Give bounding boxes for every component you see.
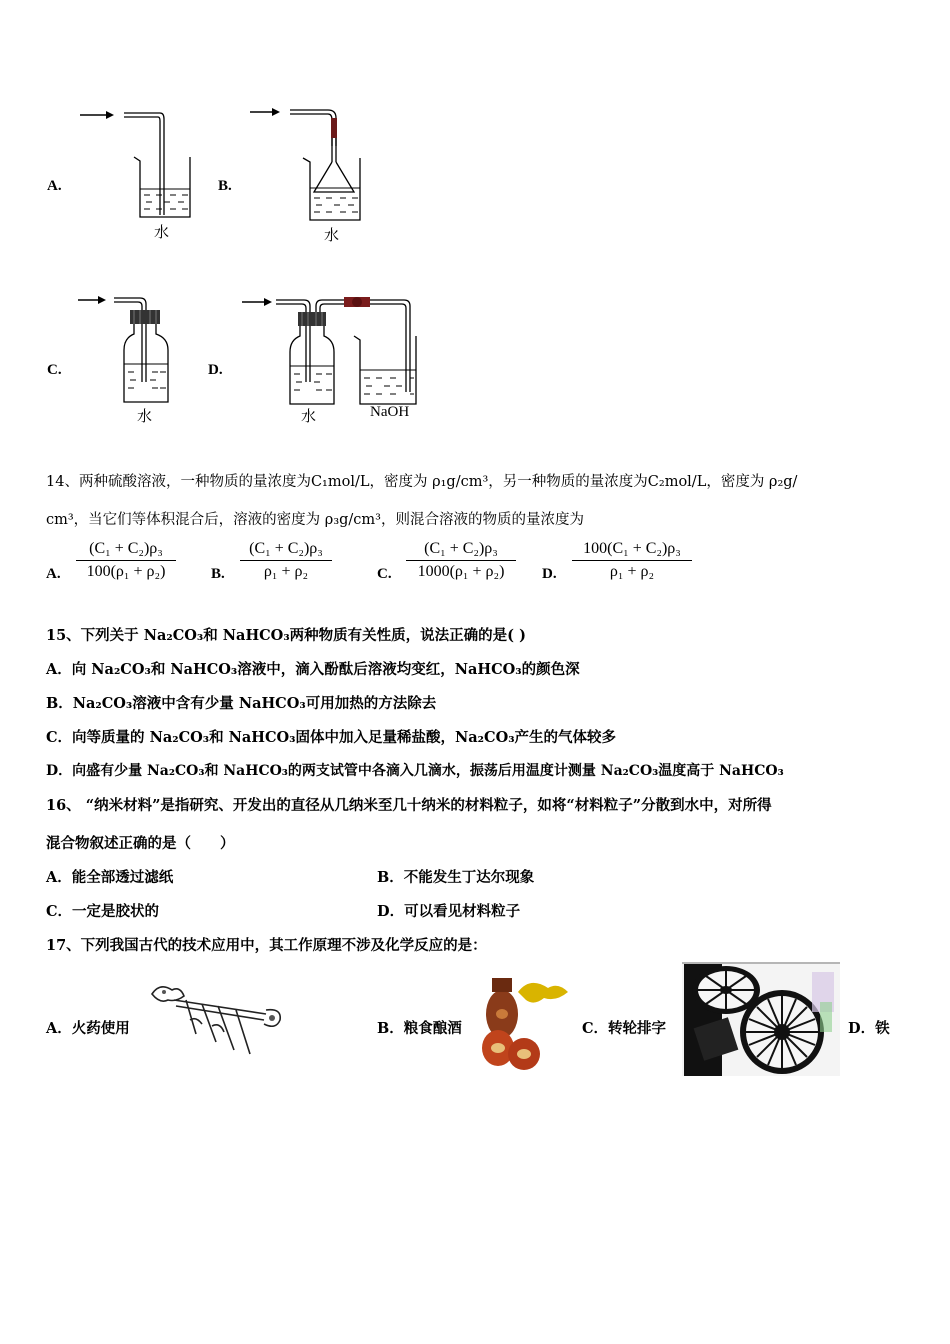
q13-apparatus-b (248, 100, 378, 240)
q14-option-a-fraction (76, 539, 176, 582)
q14-option-d-fraction (572, 539, 692, 582)
q14-option-d-label: D. (542, 566, 557, 582)
q15-option-c: C．向等质量的 Na₂CO₃和 NaHCO₃固体中加入足量稀盐酸，Na₂CO₃产生的气体较多 (46, 729, 617, 746)
q17-option-d: D．铁 (848, 1020, 890, 1037)
q16-option-b: B．不能发生丁达尔现象 (377, 869, 535, 886)
q13-caption-d-water: 水 (301, 407, 317, 425)
q17-option-c: C．转轮排字 (582, 1020, 667, 1037)
q13-caption-b: 水 (324, 226, 340, 244)
q13-option-c-label: C. (47, 362, 62, 378)
q13-option-b-label: B. (218, 178, 232, 194)
q14-stem-line2: cm³，当它们等体积混合后，溶液的密度为 ρ₃g/cm³，则混合溶液的物质的量浓度为 (46, 512, 584, 528)
q15-stem: 15、下列关于 Na₂CO₃和 NaHCO₃两种物质有关性质，说法正确的是( ) (46, 627, 526, 644)
q13-apparatus-c (76, 292, 186, 412)
q13-apparatus-a (78, 105, 198, 245)
q16-stem-line2: 混合物叙述正确的是（ ） (46, 835, 235, 852)
q13-option-d-label: D. (208, 362, 223, 378)
q14-option-c-label: C. (377, 566, 392, 582)
q16-stem-line1: 16、 “纳米材料”是指研究、开发出的直径从几纳米至几十纳米的材料粒子，如将“材料粒子”分散到水中，对所得 (46, 797, 772, 814)
q16-option-d: D．可以看见材料粒子 (377, 903, 521, 920)
q14-option-c-numerator: (C₁ + C₂)ρ₃ (424, 540, 498, 557)
q13-caption-a: 水 (154, 223, 170, 241)
q17-stem: 17、下列我国古代的技术应用中，其工作原理不涉及化学反应的是： (46, 937, 487, 954)
q15-option-d: D．向盛有少量 Na₂CO₃和 NaHCO₃的两支试管中各滴入几滴水，振荡后用温度计测量 Na₂CO₃温度高于 NaHCO₃ (46, 763, 784, 779)
rotary-type-wheel-image (682, 962, 840, 1076)
q14-stem-line1: 14、两种硫酸溶液，一种物质的量浓度为C₁mol/L，密度为 ρ₁g/cm³，另一种物质的量浓度为C₂mol/L，密度为 ρ₂g/ (46, 474, 798, 490)
q14-option-d-denominator: ρ₁ + ρ₂ (609, 563, 655, 580)
q13-option-a-label: A. (47, 178, 62, 194)
q14-option-d-numerator: 100(C₁ + C₂)ρ₃ (583, 540, 681, 557)
q14-option-c-denominator: 1000(ρ₁ + ρ₂) (417, 563, 505, 580)
wine-jars-image (478, 972, 573, 1070)
q14-option-a-label: A. (46, 566, 61, 582)
q13-caption-c: 水 (137, 407, 153, 425)
q17-option-b: B．粮食酿酒 (377, 1020, 462, 1037)
q15-option-b: B．Na₂CO₃溶液中含有少量 NaHCO₃可用加热的方法除去 (46, 695, 437, 712)
q17-option-a: A．火药使用 (46, 1020, 130, 1037)
q14-option-a-numerator: (C₁ + C₂)ρ₃ (89, 540, 163, 557)
q14-option-c-fraction (406, 539, 516, 582)
q14-option-b-fraction (240, 539, 332, 582)
q14-option-a-denominator: 100(ρ₁ + ρ₂) (86, 563, 166, 580)
q14-option-b-denominator: ρ₁ + ρ₂ (263, 563, 309, 580)
q14-option-b-label: B. (211, 566, 225, 582)
q16-option-a: A．能全部透过滤纸 (46, 869, 174, 886)
q15-option-a: A．向 Na₂CO₃和 NaHCO₃溶液中，滴入酚酞后溶液均变红，NaHCO₃的颜色深 (46, 661, 580, 678)
gunpowder-rocket-image (146, 980, 286, 1060)
q13-caption-d-naoh: NaOH (370, 404, 410, 420)
q16-option-c: C．一定是胶状的 (46, 903, 160, 920)
q14-option-b-numerator: (C₁ + C₂)ρ₃ (249, 540, 323, 557)
q13-apparatus-d (240, 292, 430, 412)
